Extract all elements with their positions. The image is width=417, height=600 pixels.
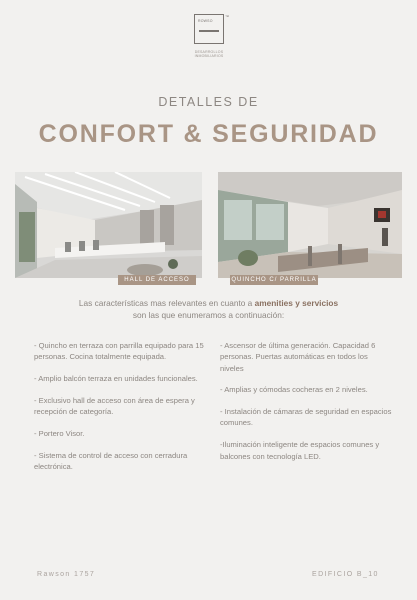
feature-item: - Sistema de control de acceso con cerradura electrónica.: [34, 450, 188, 472]
footer-building: EDIFICIO B_10: [312, 571, 379, 578]
intro-part1: Las características mas relevantes en cuanto a: [78, 298, 255, 308]
section-pretitle: DETALLES DE: [158, 95, 259, 109]
features-right-column: [220, 340, 392, 472]
quincho-photo: [218, 172, 402, 278]
feature-item: - Portero Visor.: [34, 428, 85, 438]
feature-item: - Instalación de cámaras de seguridad en espacios comunes.: [220, 407, 392, 428]
logo-subtitle: DESARROLLOS INMOBILIARIOS: [194, 50, 224, 58]
quincho-caption: QUINCHO C/ PARRILLA: [231, 277, 317, 283]
features-left-column: [34, 340, 206, 483]
footer-address: Rawson 1757: [37, 571, 96, 578]
page-title: CONFORT & SEGURIDAD: [38, 120, 379, 148]
intro-highlight: amenities y servicios: [254, 298, 339, 308]
feature-item: - Ascensor de última generación. Capacidad 6 personas. Puertas automáticas en todos los niveles: [220, 341, 376, 373]
brand-logo: [194, 14, 229, 44]
feature-item: - Amplias y cómodas cocheras en 2 niveles.: [220, 385, 368, 395]
logo-text: ROWSO: [198, 19, 213, 23]
feature-item: - Amplio balcón terraza en unidades funcionales.: [34, 374, 198, 384]
feature-item: -Iluminación inteligente de espacios comunes y balcones con tecnología LED.: [220, 440, 380, 461]
intro-part2: son las que enumeramos a continuación:: [132, 310, 285, 320]
intro-text: [40, 297, 377, 321]
feature-item: - Quincho en terraza con parrilla equipado para 15 personas. Cocina totalmente equipada.: [34, 341, 204, 362]
hall-photo: [15, 172, 202, 278]
feature-item: - Exclusivo hall de acceso con área de espera y recepción de categoría.: [34, 395, 195, 417]
hall-caption: HALL DE ACCESO: [118, 275, 196, 285]
logo-bar: [199, 30, 219, 32]
logo-trademark: ™: [225, 14, 229, 19]
